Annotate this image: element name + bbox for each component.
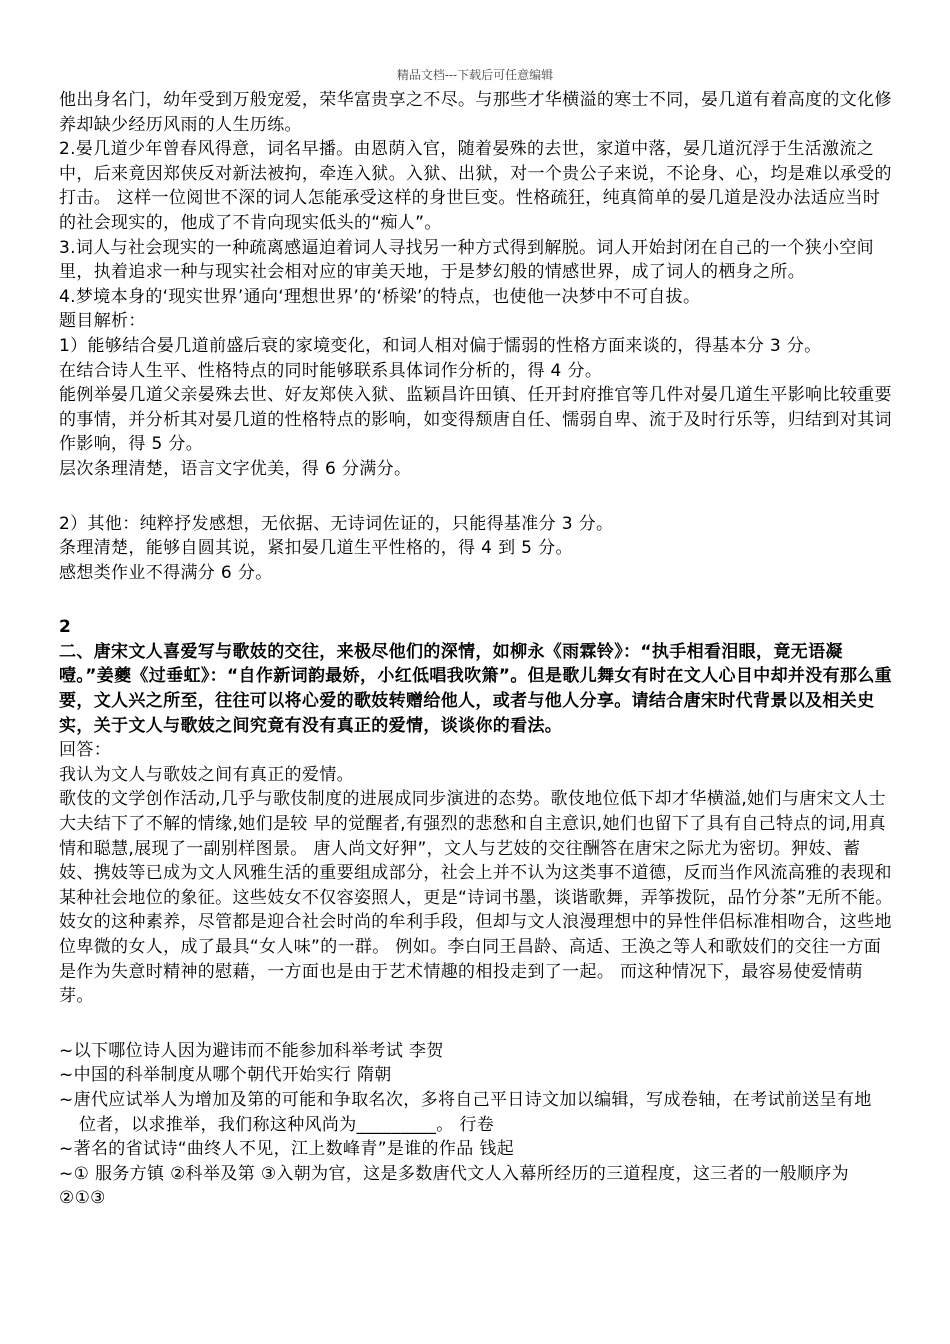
page-header: 精品文档---下载后可任意编辑: [396, 68, 554, 82]
quiz-item: ~唐代应试举人为增加及第的可能和争取名次，多将自己平日诗文加以编辑，写成卷轴，在考试前送呈有地: [59, 1089, 872, 1110]
paragraph: 3.词人与社会现实的一种疏离感逼迫着词人寻找另一种方式得到解脱。词人开始封闭在自己的一个狭小空间里，执着追求一种与现实社会相对应的审美天地，于是梦幻般的情感世界，成了词人的栖身之所。: [59, 237, 875, 283]
section-heading: 题目解析：: [59, 311, 146, 332]
quiz-item: ~以下哪位诗人因为避讳而不能参加科举考试 李贺: [59, 1040, 444, 1061]
quiz-item: ~中国的科举制度从哪个朝代开始实行 隋朝: [59, 1065, 392, 1086]
paragraph: 2.晏几道少年曾春风得意，词名早播。由恩荫入官，随着晏殊的去世，家道中落，晏几道沉浮于生活激流之中，后来竟因郑侠反对新法被拘，牵连入狱。入狱、出狱，对一个贵公子来说，不论身、心，均是难以承受的打击。 这样一位阅世不深的词人怎能承受这样的身世巨变。性格疏狂，纯真简单的晏几道是没办法适应当时的社会现实的，他成了不肯向现实低头的“痴人”。: [59, 139, 892, 233]
section-number: 2: [59, 617, 72, 638]
paragraph: 层次条理清楚，语言文字优美，得 6 分满分。: [59, 458, 412, 479]
paragraph: 在结合诗人生平、性格特点的同时能够联系具体词作分析的，得 4 分。: [59, 360, 603, 381]
paragraph: 我认为文人与歌妓之间有真正的爱情。: [59, 764, 354, 785]
paragraph: 1）能够结合晏几道前盛后衰的家境变化，和词人相对偏于懦弱的性格方面来谈的，得基本分 3 分。: [59, 335, 822, 356]
paragraph: 他出身名门，幼年受到万般宠爱，荣华富贵享之不尽。与那些才华横溢的寒士不同，晏几道有着高度的文化修养却缺少经历风雨的人生历练。: [59, 90, 892, 135]
quiz-item: 位者，以求推举，我们称这种风尚为_________。 行卷: [79, 1114, 495, 1135]
quiz-item: ②①③: [59, 1188, 106, 1209]
paragraph: 歌伎的文学创作活动,几乎与歌伎制度的进展成同步演进的态势。歌伎地位低下却才华横溢,她们与唐宋文人士大夫结下了不解的情缘,她们是较 早的觉醒者,有强烈的悲愁和自主意识,她们也留下了具有自己特点的词,用真情和聪慧,展现了一副别样图景。 唐人尚文好狎”，文人与艺妓的交往酬答在唐宋之际尤为密切。狎妓、蓄妓、携妓等已成为文人风雅生活的重要组成部分，社会上并不认为这类事不道德，反而当作风流高雅的表现和某种社会地位的象征。这些妓女不仅容姿照人，更是“诗词书墨，谈谐歌舞，弄筝拨阮，品竹分茶”无所不能。妓女的这种素养，尽管都是迎合社会时尚的牟利手段，但却与文人浪漫理想中的异性伴侣标准相吻合，这些地位卑微的女人，成了最具“女人味”的一群。 例如。李白同王昌龄、高适、王涣之等人和歌妓们的交往一方面是作为失意时精神的慰藉，一方面也是由于艺术情趣的相投走到了一起。 而这种情况下，最容易使爱情萌芽。: [59, 789, 893, 1007]
paragraph: 能例举晏几道父亲晏殊去世、好友郑侠入狱、监颖昌许田镇、任开封府推官等几件对晏几道生平影响比较重要的事情，并分析其对晏几道的性格特点的影响，如变得颓唐自任、懦弱自卑、流于及时行乐等，归结到对其词作影响，得 5 分。: [59, 385, 892, 455]
answer-label: 回答：: [59, 740, 112, 761]
paragraph: 条理清楚，能够自圆其说，紧扣晏几道生平性格的，得 4 到 5 分。: [59, 538, 573, 559]
paragraph: 2）其他：纯粹抒发感想，无依据、无诗词佐证的，只能得基准分 3 分。: [59, 513, 614, 534]
paragraph: 4.梦境本身的‘现实世界’通向‘理想世界’的‘桥梁’的特点，也使他一决梦中不可自拔。: [59, 286, 701, 307]
question-text: 二、唐宋文人喜爱写与歌妓的交往，来极尽他们的深情，如柳永《雨霖铃》：“执手相看泪眼，竟无语凝噎。”姜夔《过垂虹》：“自作新词韵最娇，小红低唱我吹箫”。但是歌儿舞女有时在文人心目中却并没有那么重要，文人兴之所至，往往可以将心爱的歌妓转赠给他人，或者与他人分享。请结合唐宋时代背景以及相关史实，关于文人与歌妓之间究竟有没有真正的爱情，谈谈你的看法。: [59, 641, 893, 736]
quiz-item: ~① 服务方镇 ②科举及第 ③入朝为官，这是多数唐代文人入幕所经历的三道程度，这三者的一般顺序为: [59, 1163, 849, 1184]
document-body: [59, 88, 893, 1211]
quiz-item: ~著名的省试诗“曲终人不见，江上数峰青”是谁的作品 钱起: [59, 1139, 515, 1160]
paragraph: 感想类作业不得满分 6 分。: [59, 562, 273, 583]
